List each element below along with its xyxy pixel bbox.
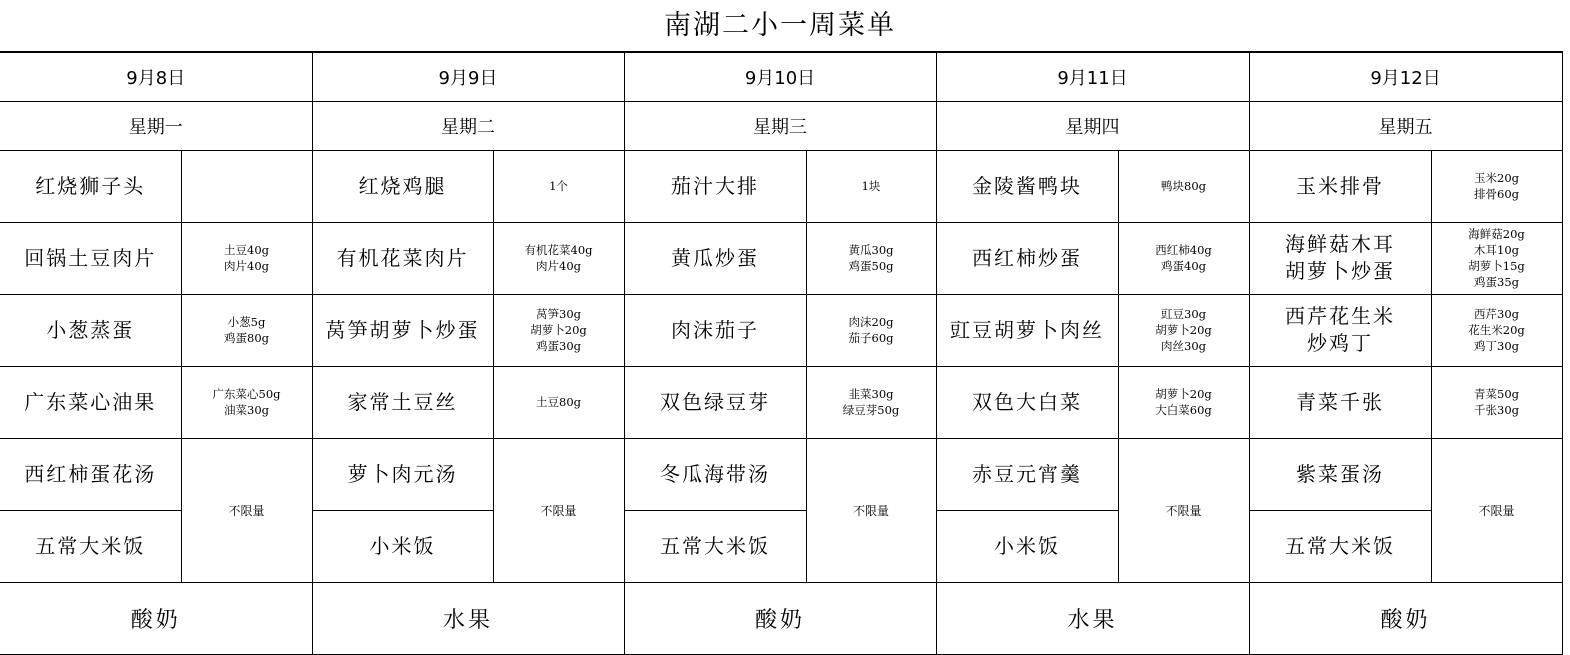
staple-quantity: 不限量: [493, 438, 624, 582]
soup-name: 冬瓜海带汤: [624, 438, 806, 510]
dish-quantity: 西芹30g 花生米20g 鸡丁30g: [1431, 294, 1562, 366]
dish-quantity: [181, 150, 312, 222]
dish-quantity: 土豆80g: [493, 366, 624, 438]
date-cell: 9月10日: [624, 52, 936, 101]
date-cell: 9月11日: [936, 52, 1249, 101]
dish-name: 回锅土豆肉片: [0, 222, 181, 294]
dish-name: 金陵酱鸭块: [936, 150, 1118, 222]
staple-name: 五常大米饭: [0, 510, 181, 582]
dish-name: 西红柿炒蛋: [936, 222, 1118, 294]
dish-name: 莴笋胡萝卜炒蛋: [312, 294, 493, 366]
dish-name: 红烧鸡腿: [312, 150, 493, 222]
menu-title: 南湖二小一周菜单: [664, 10, 896, 41]
weekday-cell: 星期三: [624, 101, 936, 150]
weekday-cell: 星期四: [936, 101, 1249, 150]
snack-cell: 水果: [312, 582, 624, 654]
date-cell: 9月9日: [312, 52, 624, 101]
dish-quantity: 海鲜菇20g 木耳10g 胡萝卜15g 鸡蛋35g: [1431, 222, 1562, 294]
staple-quantity: 不限量: [806, 438, 936, 582]
dish-name: 豇豆胡萝卜肉丝: [936, 294, 1118, 366]
dish-row-3: [0, 294, 1562, 366]
dish-quantity: 1块: [806, 150, 936, 222]
dish-name: 肉沫茄子: [624, 294, 806, 366]
dish-name: 茄汁大排: [624, 150, 806, 222]
weekday-cell: 星期一: [0, 101, 312, 150]
dish-name: 黄瓜炒蛋: [624, 222, 806, 294]
staple-name: 五常大米饭: [624, 510, 806, 582]
dish-quantity: 青菜50g 千张30g: [1431, 366, 1562, 438]
dish-quantity: 土豆40g 肉片40g: [181, 222, 312, 294]
dish-quantity: 鸭块80g: [1118, 150, 1249, 222]
dish-name: 广东菜心油果: [0, 366, 181, 438]
dish-name: 双色绿豆芽: [624, 366, 806, 438]
dish-quantity: 玉米20g 排骨60g: [1431, 150, 1562, 222]
soup-name: 紫菜蛋汤: [1249, 438, 1431, 510]
dish-name: 有机花菜肉片: [312, 222, 493, 294]
dish-row-2: [0, 222, 1562, 294]
weekday-cell: 星期五: [1249, 101, 1562, 150]
dish-quantity: 豇豆30g 胡萝卜20g 肉丝30g: [1118, 294, 1249, 366]
dish-quantity: 小葱5g 鸡蛋80g: [181, 294, 312, 366]
snack-cell: 酸奶: [624, 582, 936, 654]
staple-quantity: 不限量: [181, 438, 312, 582]
date-cell: 9月8日: [0, 52, 312, 101]
dish-quantity: 韭菜30g 绿豆芽50g: [806, 366, 936, 438]
snack-cell: 酸奶: [1249, 582, 1562, 654]
dish-quantity: 1个: [493, 150, 624, 222]
dish-name: 双色大白菜: [936, 366, 1118, 438]
staple-name: 小米饭: [312, 510, 493, 582]
weekday-row: [0, 101, 1562, 150]
dish-row-1: [0, 150, 1562, 222]
weekday-cell: 星期二: [312, 101, 624, 150]
staple-quantity: 不限量: [1431, 438, 1562, 582]
soup-name: 西红柿蛋花汤: [0, 438, 181, 510]
dish-quantity: 莴笋30g 胡萝卜20g 鸡蛋30g: [493, 294, 624, 366]
dish-name: 玉米排骨: [1249, 150, 1431, 222]
dish-name: 海鲜菇木耳 胡萝卜炒蛋: [1249, 222, 1431, 294]
dish-name: 青菜千张: [1249, 366, 1431, 438]
dish-name: 家常土豆丝: [312, 366, 493, 438]
dish-name: 西芹花生米 炒鸡丁: [1249, 294, 1431, 366]
staple-name: 小米饭: [936, 510, 1118, 582]
dish-row-4: [0, 366, 1562, 438]
snack-cell: 水果: [936, 582, 1249, 654]
dish-quantity: 西红柿40g 鸡蛋40g: [1118, 222, 1249, 294]
dish-quantity: 有机花菜40g 肉片40g: [493, 222, 624, 294]
soup-name: 萝卜肉元汤: [312, 438, 493, 510]
soup-row: [0, 438, 1562, 510]
dish-quantity: 胡萝卜20g 大白菜60g: [1118, 366, 1249, 438]
date-row: [0, 52, 1562, 101]
staple-name: 五常大米饭: [1249, 510, 1431, 582]
dish-name: 红烧狮子头: [0, 150, 181, 222]
date-cell: 9月12日: [1249, 52, 1562, 101]
dish-quantity: 黄瓜30g 鸡蛋50g: [806, 222, 936, 294]
snack-row: [0, 582, 1562, 654]
dish-quantity: 广东菜心50g 油菜30g: [181, 366, 312, 438]
staple-quantity: 不限量: [1118, 438, 1249, 582]
snack-cell: 酸奶: [0, 582, 312, 654]
dish-name: 小葱蒸蛋: [0, 294, 181, 366]
dish-quantity: 肉沫20g 茄子60g: [806, 294, 936, 366]
weekly-menu-table: [0, 51, 1563, 655]
soup-name: 赤豆元宵羹: [936, 438, 1118, 510]
